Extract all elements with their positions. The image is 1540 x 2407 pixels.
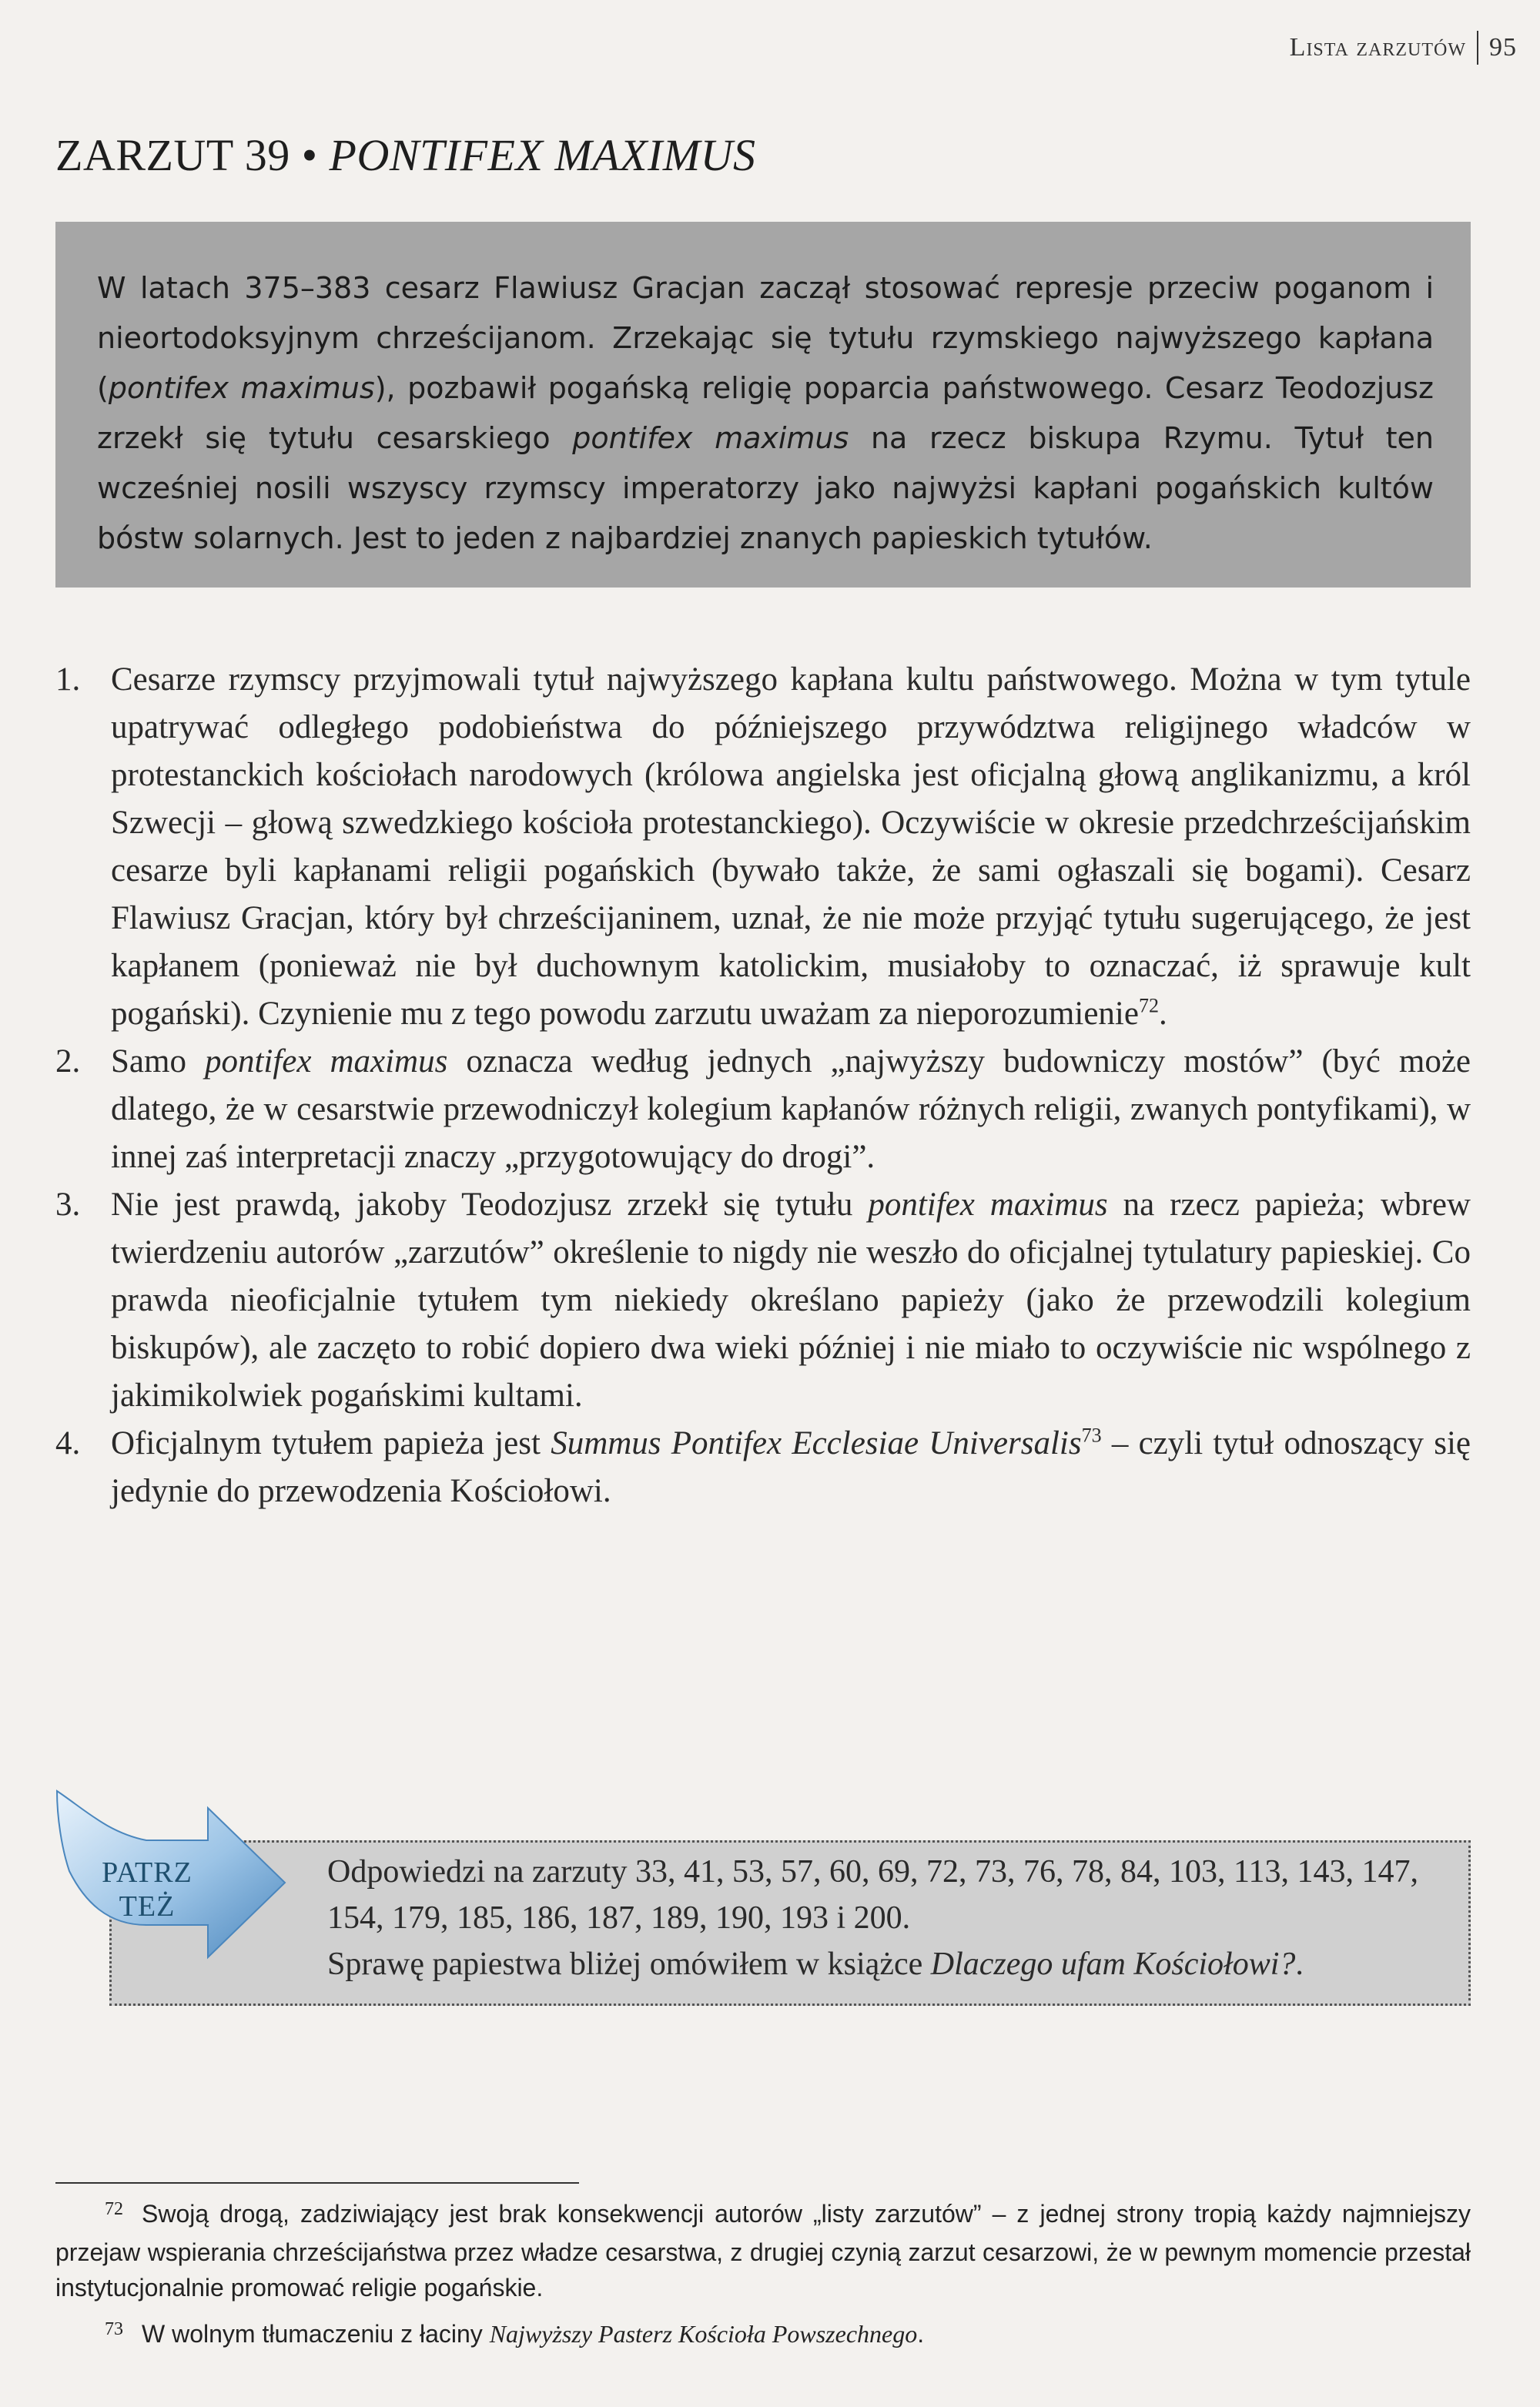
list-item-term: Summus Pontifex Ecclesiae Universalis — [551, 1425, 1082, 1461]
header-divider — [1477, 31, 1478, 65]
list-item — [55, 656, 1471, 1038]
running-header — [1290, 31, 1517, 65]
list-item — [55, 1181, 1471, 1420]
footnote-text: Swoją drogą, zadziwiający jest brak konsekwencji autorów „listy zarzutów” – z jednej strony tropią każdy najmniejszy przejaw wspierania chrześcijaństwa przez władze cesarstwa, z drugiej czynią zarzut cesarzowi, że w pewnym momencie przestał instytucjonalnie promować religie pogańskie. — [55, 2200, 1471, 2302]
accusation-summary-box — [55, 222, 1471, 588]
list-item-number: 3. — [55, 1187, 81, 1223]
summary-term-2: pontifex maximus — [572, 421, 849, 455]
footnote-ref: 73 — [1081, 1424, 1102, 1447]
summary-text-3: na rzecz biskupa Rzymu. Tytuł ten wcześniej nosili wszyscy rzymscy imperatorzy jako najwyżsi kapłani pogańskich kultów bóstw solarnych. Jest to jeden z najbardziej znanych papieskich tytułów. — [97, 421, 1434, 555]
footnote-lead: W wolnym tłumaczeniu z łaciny — [142, 2320, 490, 2348]
chapter-title-name: PONTIFEX MAXIMUS — [329, 130, 756, 180]
footnote-divider — [55, 2182, 579, 2184]
see-also-references: Odpowiedzi na zarzuty 33, 41, 53, 57, 60, 69, 72, 73, 76, 78, 84, 103, 113, 143, 147, 154, 179, 185, 186, 187, 189, 190, 193 i 200. — [327, 1854, 1418, 1936]
summary-text-1: W latach 375–383 cesarz Flawiusz Gracjan zaczął stosować represje przeciw poganom i nieortodoksyjnym chrześcijanom. Zrzekając się tytułu rzymskiego najwyższego kapłana ( — [97, 271, 1434, 405]
see-also-book-tail: . — [1295, 1947, 1304, 1982]
page-number: 95 — [1489, 33, 1517, 62]
footnote-ref: 72 — [1138, 994, 1159, 1017]
running-header-title: Lista zarzutów — [1289, 33, 1466, 62]
see-also-box — [109, 1840, 1471, 2006]
list-item-term: pontifex maximus — [868, 1187, 1108, 1223]
footnote — [55, 2196, 1471, 2305]
see-also-label-line1: PATRZ — [102, 1856, 192, 1889]
summary-term-1: pontifex maximus — [108, 371, 375, 405]
footnote-number: 73 — [105, 2319, 123, 2339]
list-item — [55, 1420, 1471, 1515]
footnotes — [55, 2196, 1471, 2365]
chapter-title-prefix: ZARZUT 39 • — [55, 130, 330, 180]
list-item-lead: Oficjalnym tytułem papieża jest — [111, 1425, 551, 1461]
list-item-lead: Nie jest prawdą, jakoby Teodozjusz zrzekł się tytułu — [111, 1187, 869, 1223]
response-list — [55, 656, 1471, 1515]
list-item-number: 1. — [55, 661, 81, 698]
see-also-book-note — [327, 1941, 1445, 1987]
footnote-number: 72 — [105, 2199, 123, 2219]
see-also-book-title: Dlaczego ufam Kościołowi? — [930, 1947, 1296, 1982]
footnote — [55, 2316, 1471, 2355]
list-item-text: Cesarze rzymscy przyjmowali tytuł najwyższego kapłana kultu państwowego. Można w tym tytule upatrywać odległego podobieństwa do późniejszego przywództwa religijnego władców w protestanckich kościołach narodowych (królowa angielska jest oficjalną głową anglikanizmu, a król Szwecji – głową szwedzkiego kościoła protestanckiego). Oczywiście w okresie przedchrześcijańskim cesarze byli kapłanami religii pogańskich (bywało także, że sami ogłaszali się bogami). Cesarz Flawiusz Gracjan, który był chrześcijaninem, uznał, że nie może przyjąć tytułu sugerującego, że jest kapłanem (ponieważ nie był duchownym katolickim, musiałoby to oznaczać, iż sprawuje kult pogański). Czynienie mu z tego powodu zarzutu uważam za nieporozumienie — [111, 661, 1471, 1032]
list-item-text: na rzecz papieża; wbrew twierdzeniu autorów „zarzutów” określenie to nigdy nie weszło do oficjalnej tytulatury papieskiej. Co prawda nieoficjalnie tytułem tym niekiedy określano papieży (jako że przewodzili kolegium biskupów), ale zaczęto to robić dopiero dwa wieki później i nie miało to oczywiście nic wspólnego z jakimikolwiek pogańskimi kultami. — [111, 1187, 1471, 1414]
list-item-term: pontifex maximus — [204, 1043, 448, 1080]
list-item-number: 2. — [55, 1043, 81, 1080]
chapter-title — [55, 129, 756, 181]
see-also-label-line2: TEŻ — [119, 1890, 176, 1923]
list-item — [55, 1038, 1471, 1181]
list-item-lead: Samo — [111, 1043, 205, 1080]
see-also-book-lead: Sprawę papiestwa bliżej omówiłem w książce — [327, 1947, 931, 1982]
list-item-number: 4. — [55, 1425, 81, 1461]
footnote-term: Najwyższy Pasterz Kościoła Powszechnego — [489, 2320, 918, 2348]
list-item-text: oznacza według jednych „najwyższy budowniczy mostów” (być może dlatego, że w cesarstwie przewodniczył kolegium kapłanów różnych religii, zwanych pontyfikami), w innej zaś interpretacji znaczy „przygotowujący do drogi”. — [111, 1043, 1471, 1175]
summary-text-2: ), pozbawił pogańską religię poparcia państwowego. Cesarz Teodozjusz zrzekł się tytułu cesarskiego — [97, 371, 1434, 455]
see-also-label — [82, 1856, 213, 1923]
footnote-tail: . — [917, 2320, 925, 2348]
list-item-text: – czyli tytuł odnoszący się jedynie do przewodzenia Kościołowi. — [111, 1425, 1471, 1509]
list-item-tail: . — [1158, 996, 1167, 1032]
